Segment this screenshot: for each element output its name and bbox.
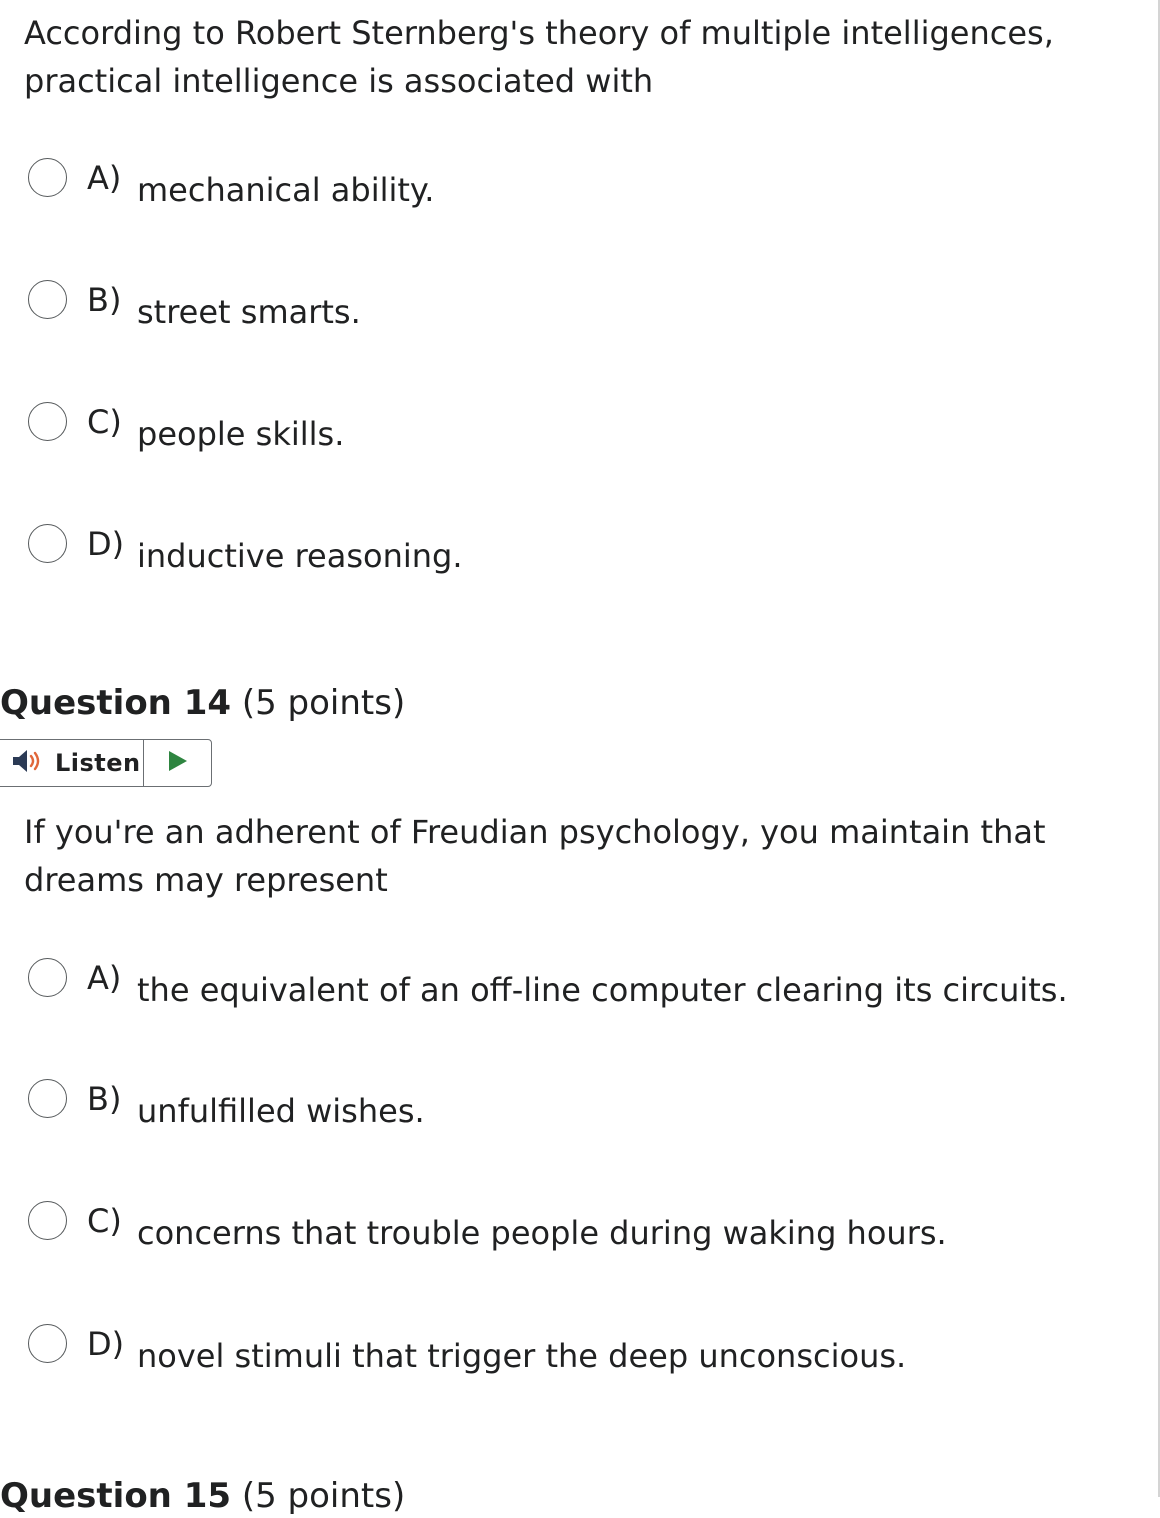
q13-option-c-letter: C) xyxy=(87,403,122,441)
play-button[interactable] xyxy=(144,740,211,786)
q13-option-c[interactable] xyxy=(28,402,1128,462)
q13-option-b-letter: B) xyxy=(87,281,122,319)
listen-label: Listen xyxy=(55,749,141,777)
question-14-points: (5 points) xyxy=(241,683,406,723)
question-14-prompt xyxy=(24,808,1124,904)
q14-option-a-radio[interactable] xyxy=(28,958,67,997)
question-15-number: Question 15 xyxy=(0,1476,232,1516)
question-13-prompt-line-2: practical intelligence is associated with xyxy=(24,62,654,100)
question-14-prompt-line-1: If you're an adherent of Freudian psychology, you maintain that xyxy=(24,813,1046,851)
q13-option-a-text: mechanical ability. xyxy=(137,171,435,209)
q13-option-b-text: street smarts. xyxy=(137,293,361,331)
q14-option-d-text: novel stimuli that trigger the deep unconscious. xyxy=(137,1337,907,1375)
question-15-points: (5 points) xyxy=(241,1476,406,1516)
question-13-prompt xyxy=(24,9,1124,105)
q14-option-d[interactable] xyxy=(28,1324,1128,1384)
q14-option-b-radio[interactable] xyxy=(28,1079,67,1118)
q14-option-d-letter: D) xyxy=(87,1325,125,1363)
q14-option-a[interactable] xyxy=(28,958,1128,1018)
q14-option-b[interactable] xyxy=(28,1079,1128,1139)
q13-option-c-radio[interactable] xyxy=(28,402,67,441)
listen-button[interactable] xyxy=(0,740,144,786)
q13-option-c-text: people skills. xyxy=(137,415,345,453)
q14-option-a-text: the equivalent of an off-line computer clearing its circuits. xyxy=(137,971,1068,1009)
question-14-heading xyxy=(0,681,405,725)
q13-option-a-letter: A) xyxy=(87,159,122,197)
q14-option-c[interactable] xyxy=(28,1201,1128,1261)
play-icon xyxy=(167,749,189,777)
q13-option-a-radio[interactable] xyxy=(28,158,67,197)
q14-option-c-radio[interactable] xyxy=(28,1201,67,1240)
listen-widget xyxy=(0,739,212,787)
q14-option-b-text: unfulfilled wishes. xyxy=(137,1092,425,1130)
question-15-heading xyxy=(0,1474,405,1518)
q14-option-c-text: concerns that trouble people during waking hours. xyxy=(137,1214,947,1252)
q13-option-d[interactable] xyxy=(28,524,1128,584)
q13-option-b-radio[interactable] xyxy=(28,280,67,319)
q14-option-a-letter: A) xyxy=(87,959,122,997)
q14-option-b-letter: B) xyxy=(87,1080,122,1118)
q13-option-b[interactable] xyxy=(28,280,1128,340)
q14-option-c-letter: C) xyxy=(87,1202,122,1240)
question-13-prompt-line-1: According to Robert Sternberg's theory of multiple intelligences, xyxy=(24,14,1054,52)
speaker-icon xyxy=(11,748,45,778)
question-14-number: Question 14 xyxy=(0,683,232,723)
q13-option-d-radio[interactable] xyxy=(28,524,67,563)
q13-option-d-letter: D) xyxy=(87,525,125,563)
question-14-prompt-line-2: dreams may represent xyxy=(24,861,388,899)
q14-option-d-radio[interactable] xyxy=(28,1324,67,1363)
q13-option-a[interactable] xyxy=(28,158,1128,218)
q13-option-d-text: inductive reasoning. xyxy=(137,537,463,575)
